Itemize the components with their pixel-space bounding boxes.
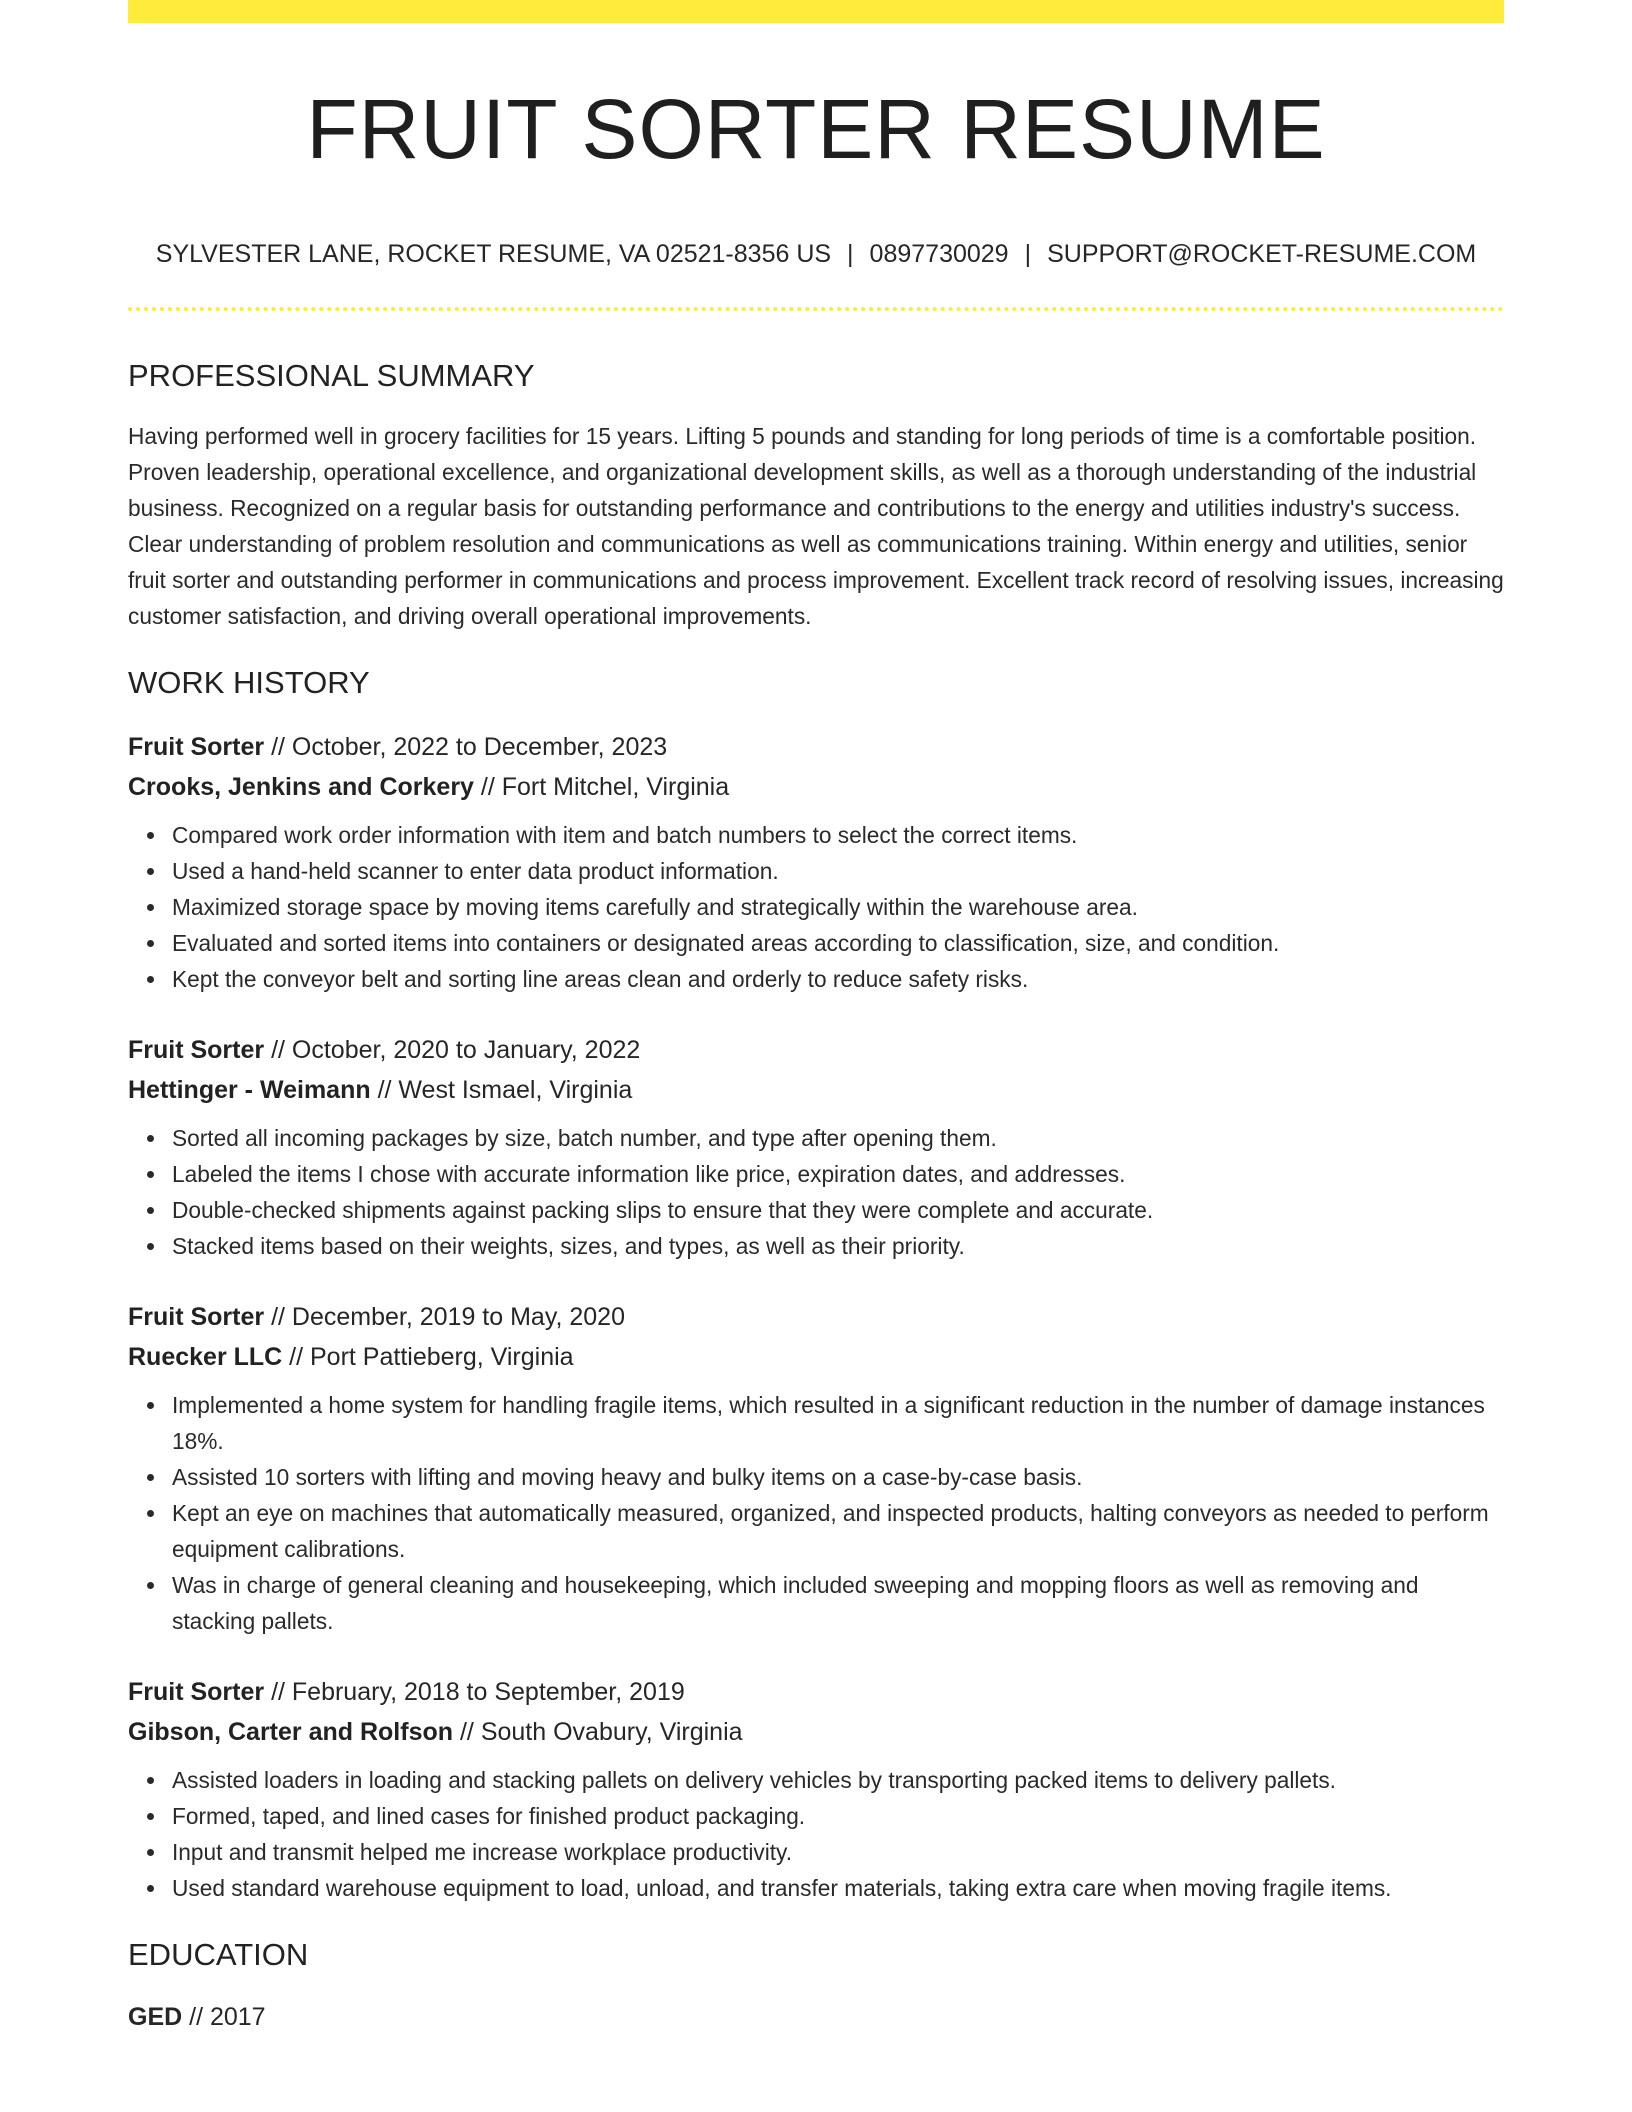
job-title-line	[128, 1030, 1504, 1070]
bullet-item: Used a hand-held scanner to enter data product information.	[172, 853, 1504, 889]
education-line	[128, 1997, 1504, 2037]
job-entry	[128, 1030, 1504, 1264]
bullet-item: Was in charge of general cleaning and housekeeping, which included sweeping and mopping floors as well as removing and stacking pallets.	[172, 1567, 1504, 1639]
accent-bar	[128, 0, 1504, 23]
job-company-line	[128, 1712, 1504, 1752]
dotted-divider	[128, 307, 1504, 311]
work-history-heading: WORK HISTORY	[128, 665, 370, 701]
bullet-item: Compared work order information with item and batch numbers to select the correct items.	[172, 817, 1504, 853]
contact-phone: 0897730029	[869, 240, 1009, 269]
summary-text: Having performed well in grocery facilities for 15 years. Lifting 5 pounds and standing for long periods of time is a comfortable position. Proven leadership, operational excellence, and organizational development skills, as well as a thorough understanding of the industrial business. Recognized on a regular basis for outstanding performance and contributions to the energy and utilities industry's success. Clear understanding of problem resolution and communications as well as communications training. Within energy and utilities, senior fruit sorter and outstanding performer in communications and process improvement. Excellent track record of resolving issues, increasing customer satisfaction, and driving overall operational improvements.	[128, 423, 1504, 630]
contact-separator: |	[1024, 240, 1032, 269]
bullet-item: Formed, taped, and lined cases for finished product packaging.	[172, 1798, 1504, 1834]
job-dates: // February, 2018 to September, 2019	[264, 1677, 685, 1706]
job-bullets	[128, 1762, 1504, 1906]
job-entry	[128, 1672, 1504, 1906]
job-entry	[128, 727, 1504, 997]
job-company: Gibson, Carter and Rolfson	[128, 1717, 454, 1746]
job-location: // Port Pattieberg, Virginia	[282, 1342, 574, 1371]
job-company-line	[128, 1070, 1504, 1110]
bullet-item: Assisted loaders in loading and stacking pallets on delivery vehicles by transporting packed items to delivery pallets.	[172, 1762, 1504, 1798]
bullet-item: Double-checked shipments against packing slips to ensure that they were complete and accurate.	[172, 1192, 1504, 1228]
job-title: Fruit Sorter	[128, 1677, 265, 1706]
bullet-item: Stacked items based on their weights, sizes, and types, as well as their priority.	[172, 1228, 1504, 1264]
job-company: Hettinger - Weimann	[128, 1075, 371, 1104]
contact-separator: |	[847, 240, 854, 269]
bullet-item: Sorted all incoming packages by size, batch number, and type after opening them.	[172, 1120, 1504, 1156]
bullet-item: Implemented a home system for handling fragile items, which resulted in a significant reduction in the number of damage instances 18%.	[172, 1387, 1504, 1459]
job-bullets	[128, 1387, 1504, 1639]
resume-page	[128, 0, 1504, 2037]
job-location: // South Ovabury, Virginia	[453, 1717, 743, 1746]
job-dates: // December, 2019 to May, 2020	[264, 1302, 625, 1331]
job-company: Crooks, Jenkins and Corkery	[128, 772, 474, 801]
bullet-item: Kept the conveyor belt and sorting line areas clean and orderly to reduce safety risks.	[172, 961, 1504, 997]
education-year: // 2017	[182, 2002, 266, 2031]
bullet-item: Maximized storage space by moving items carefully and strategically within the warehouse area.	[172, 889, 1504, 925]
bullet-item: Labeled the items I chose with accurate information like price, expiration dates, and addresses.	[172, 1156, 1504, 1192]
summary-heading: PROFESSIONAL SUMMARY	[128, 358, 535, 394]
job-dates: // October, 2020 to January, 2022	[264, 1035, 641, 1064]
job-title-line	[128, 1297, 1504, 1337]
contact-email: SUPPORT@ROCKET-RESUME.COM	[1047, 240, 1477, 269]
job-title: Fruit Sorter	[128, 1035, 265, 1064]
contact-address: SYLVESTER LANE, ROCKET RESUME, VA 02521-8356 US	[155, 240, 832, 269]
contact-line	[128, 239, 1504, 269]
bullet-item: Input and transmit helped me increase workplace productivity.	[172, 1834, 1504, 1870]
job-company-line	[128, 1337, 1504, 1377]
job-location: // West Ismael, Virginia	[370, 1075, 633, 1104]
job-title: Fruit Sorter	[128, 732, 265, 761]
education-degree: GED	[128, 2002, 183, 2031]
job-title-line	[128, 727, 1504, 767]
bullet-item: Kept an eye on machines that automatically measured, organized, and inspected products, halting conveyors as needed to perform equipment calibrations.	[172, 1495, 1504, 1567]
job-title-line	[128, 1672, 1504, 1712]
job-bullets	[128, 1120, 1504, 1264]
job-location: // Fort Mitchel, Virginia	[473, 772, 730, 801]
job-company-line	[128, 767, 1504, 807]
job-company: Ruecker LLC	[128, 1342, 283, 1371]
job-entry	[128, 1297, 1504, 1639]
bullet-item: Evaluated and sorted items into containers or designated areas according to classification, size, and condition.	[172, 925, 1504, 961]
job-title: Fruit Sorter	[128, 1302, 265, 1331]
bullet-item: Assisted 10 sorters with lifting and moving heavy and bulky items on a case-by-case basis.	[172, 1459, 1504, 1495]
bullet-item: Used standard warehouse equipment to load, unload, and transfer materials, taking extra care when moving fragile items.	[172, 1870, 1504, 1906]
job-bullets	[128, 817, 1504, 997]
job-dates: // October, 2022 to December, 2023	[264, 732, 668, 761]
education-heading: EDUCATION	[128, 1936, 309, 1972]
resume-title: FRUIT SORTER RESUME	[306, 82, 1326, 176]
